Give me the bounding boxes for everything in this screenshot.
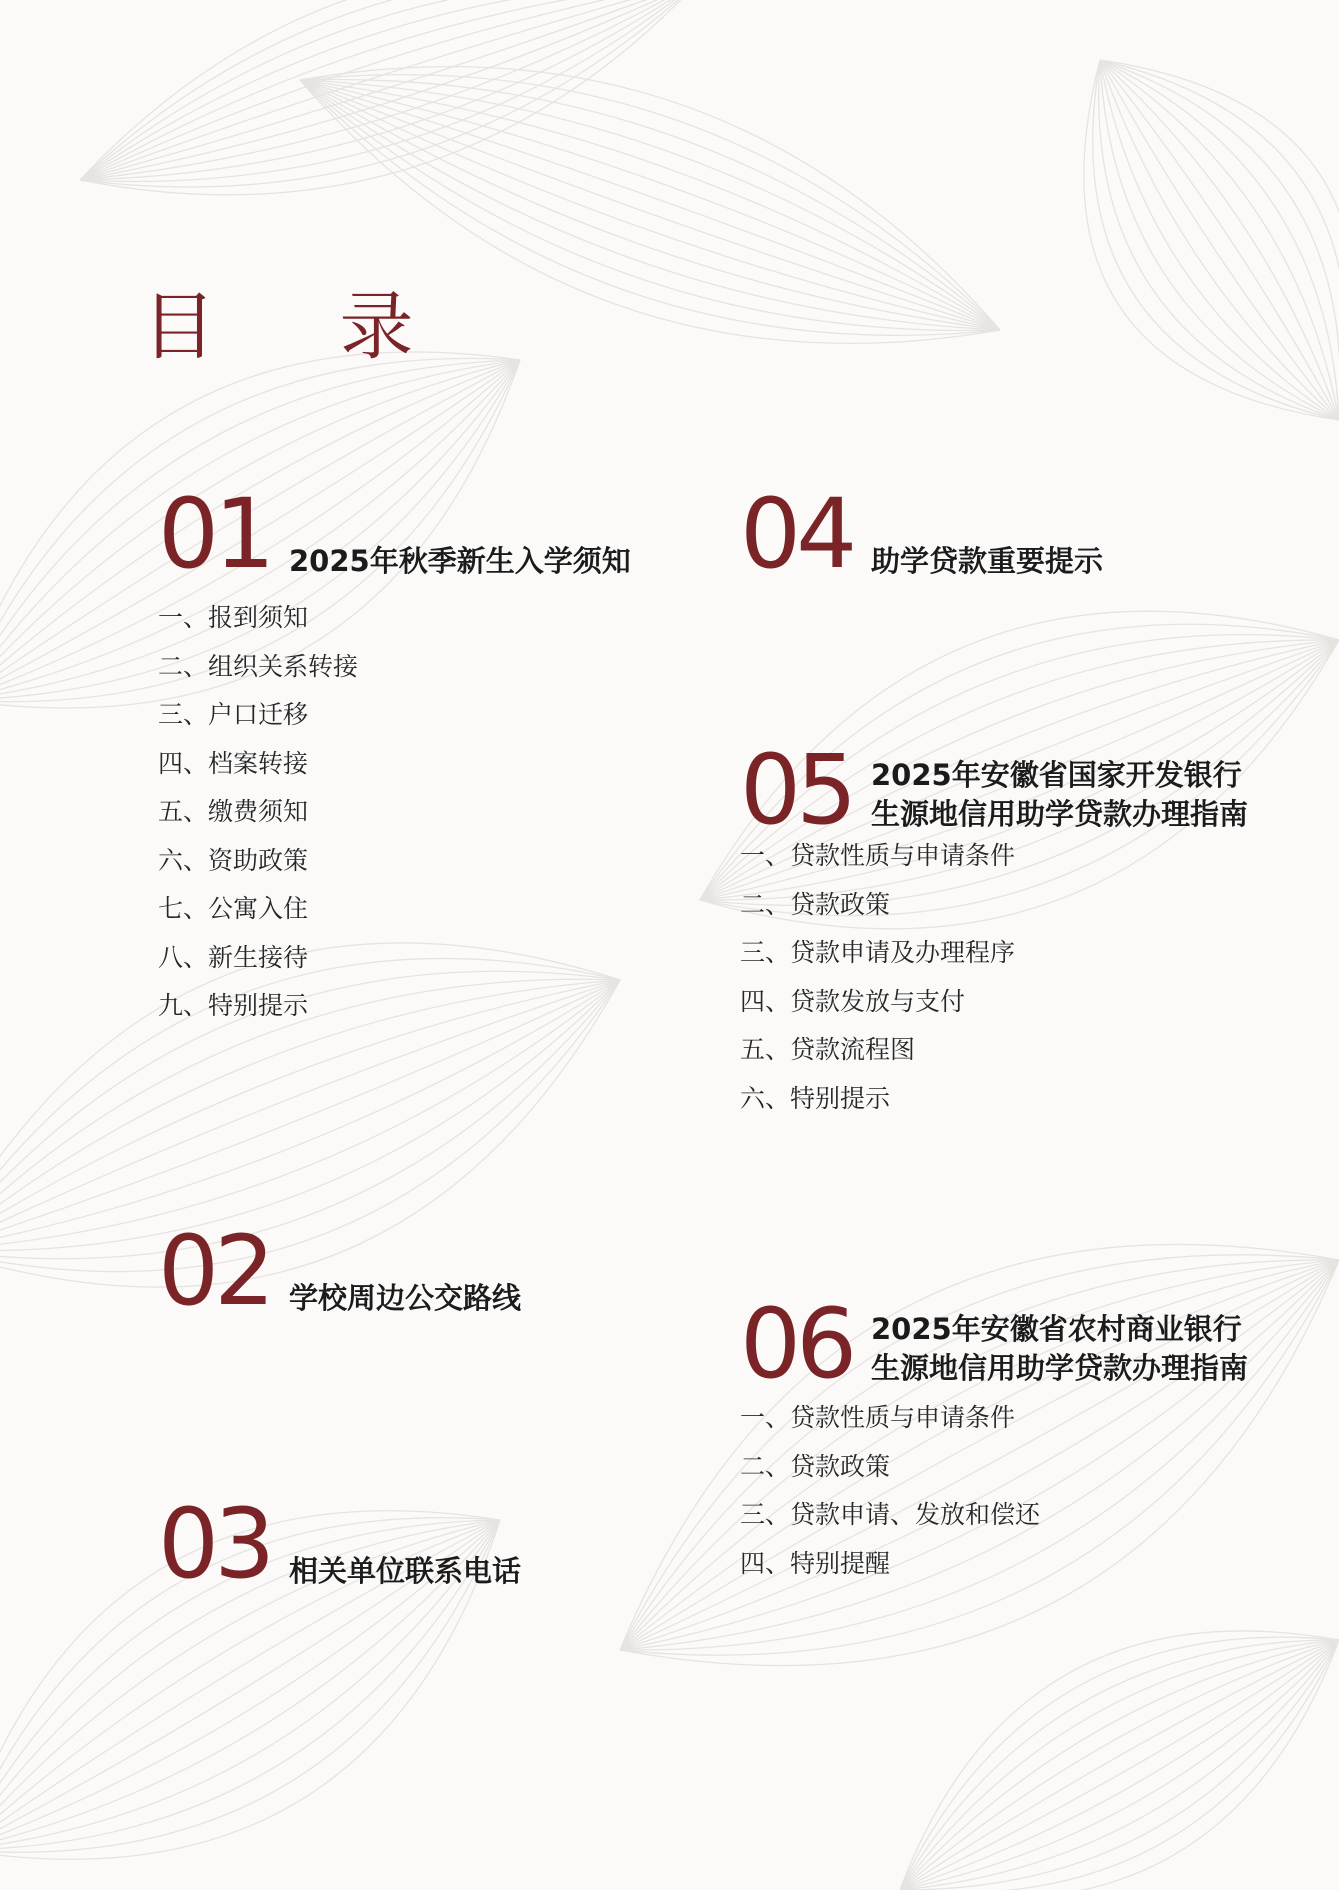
- section-title-line: 2025年安徽省国家开发银行: [871, 758, 1242, 792]
- section-title[interactable]: [289, 542, 631, 581]
- toc-item[interactable]: 二、贷款政策: [740, 1451, 891, 1481]
- background-leaf-line: [1100, 60, 1339, 420]
- toc-item[interactable]: 九、特别提示: [158, 991, 309, 1020]
- toc-item[interactable]: 三、贷款申请及办理程序: [740, 938, 1016, 967]
- background-leaf-line: [1100, 60, 1339, 420]
- background-leaf-line: [1100, 60, 1339, 420]
- background-leaf-line: [900, 1631, 1339, 1890]
- background-leaf-line: [1100, 60, 1339, 420]
- background-leaf-line: [1100, 60, 1339, 420]
- section-item-list: [740, 1394, 1040, 1588]
- background-leaf-line: [80, 0, 700, 180]
- toc-item[interactable]: 四、档案转接: [158, 748, 309, 778]
- background-leaf-line: [80, 0, 700, 180]
- page-title: 目 录: [142, 284, 464, 370]
- section-title-line: 2025年秋季新生入学须知: [289, 544, 631, 578]
- toc-item[interactable]: 七、公寓入住: [158, 894, 309, 923]
- background-leaf-line: [80, 0, 700, 180]
- toc-item[interactable]: 一、贷款性质与申请条件: [740, 841, 1016, 870]
- toc-section-06[interactable]: [740, 1288, 1249, 1588]
- section-title-line: 生源地信用助学贷款办理指南: [871, 1351, 1249, 1385]
- toc-item[interactable]: 六、特别提示: [740, 1083, 891, 1113]
- background-leaf-line: [80, 0, 700, 180]
- section-item-list: [740, 832, 1015, 1123]
- section-title-line: 学校周边公交路线: [289, 1281, 522, 1315]
- background-leaf-line: [1093, 60, 1339, 420]
- background-leaf-line: [80, 0, 700, 180]
- background-leaf-line: [80, 0, 700, 180]
- background-leaf-line: [80, 0, 700, 180]
- toc-item[interactable]: 五、缴费须知: [158, 797, 309, 826]
- section-title-line: 相关单位联系电话: [289, 1554, 522, 1588]
- background-leaf-line: [80, 0, 700, 180]
- background-leaf-line: [1100, 60, 1339, 420]
- section-header: [158, 478, 631, 590]
- background-leaf-line: [80, 0, 700, 180]
- section-title[interactable]: [871, 542, 1103, 581]
- toc-item[interactable]: 三、贷款申请、发放和偿还: [740, 1500, 1041, 1529]
- section-number: 05: [740, 734, 853, 846]
- toc-item[interactable]: 一、贷款性质与申请条件: [740, 1403, 1016, 1432]
- section-number: 01: [158, 478, 271, 590]
- toc-section-01[interactable]: [158, 478, 631, 1031]
- toc-section-05[interactable]: [740, 734, 1249, 1123]
- background-leaf-line: [1100, 60, 1339, 420]
- toc-item[interactable]: 八、新生接待: [158, 942, 309, 972]
- background-leaf-line: [1100, 60, 1339, 420]
- section-title[interactable]: [871, 756, 1248, 834]
- section-title[interactable]: [289, 1552, 521, 1591]
- section-title-line: 2025年安徽省农村商业银行: [871, 1312, 1242, 1346]
- toc-item[interactable]: 四、特别提醒: [740, 1548, 891, 1578]
- toc-item[interactable]: 一、报到须知: [158, 603, 309, 632]
- section-header: [740, 1288, 1249, 1400]
- section-title[interactable]: [289, 1279, 521, 1318]
- section-header: [740, 734, 1249, 846]
- background-leaf-line: [1100, 60, 1339, 420]
- section-number: 04: [740, 478, 853, 590]
- toc-item[interactable]: 五、贷款流程图: [740, 1035, 916, 1064]
- toc-item[interactable]: 三、户口迁移: [158, 700, 309, 729]
- background-leaf-line: [1099, 60, 1339, 420]
- background-leaf-line: [80, 0, 700, 180]
- background-leaf-line: [1100, 60, 1339, 420]
- section-number: 03: [158, 1488, 271, 1600]
- background-leaf-line: [1084, 60, 1339, 420]
- section-number: 06: [740, 1288, 853, 1400]
- toc-item[interactable]: 四、贷款发放与支付: [740, 986, 966, 1016]
- section-title-line: 生源地信用助学贷款办理指南: [871, 797, 1249, 831]
- toc-item[interactable]: 六、资助政策: [158, 845, 309, 875]
- section-title-line: 助学贷款重要提示: [871, 544, 1104, 578]
- toc-item[interactable]: 二、贷款政策: [740, 889, 891, 919]
- toc-item[interactable]: 二、组织关系转接: [158, 651, 359, 681]
- background-leaf-line: [80, 0, 700, 180]
- section-title[interactable]: [871, 1310, 1248, 1388]
- section-number: 02: [158, 1215, 271, 1327]
- section-item-list: [158, 594, 358, 1031]
- background-leaf-line: [1100, 60, 1339, 420]
